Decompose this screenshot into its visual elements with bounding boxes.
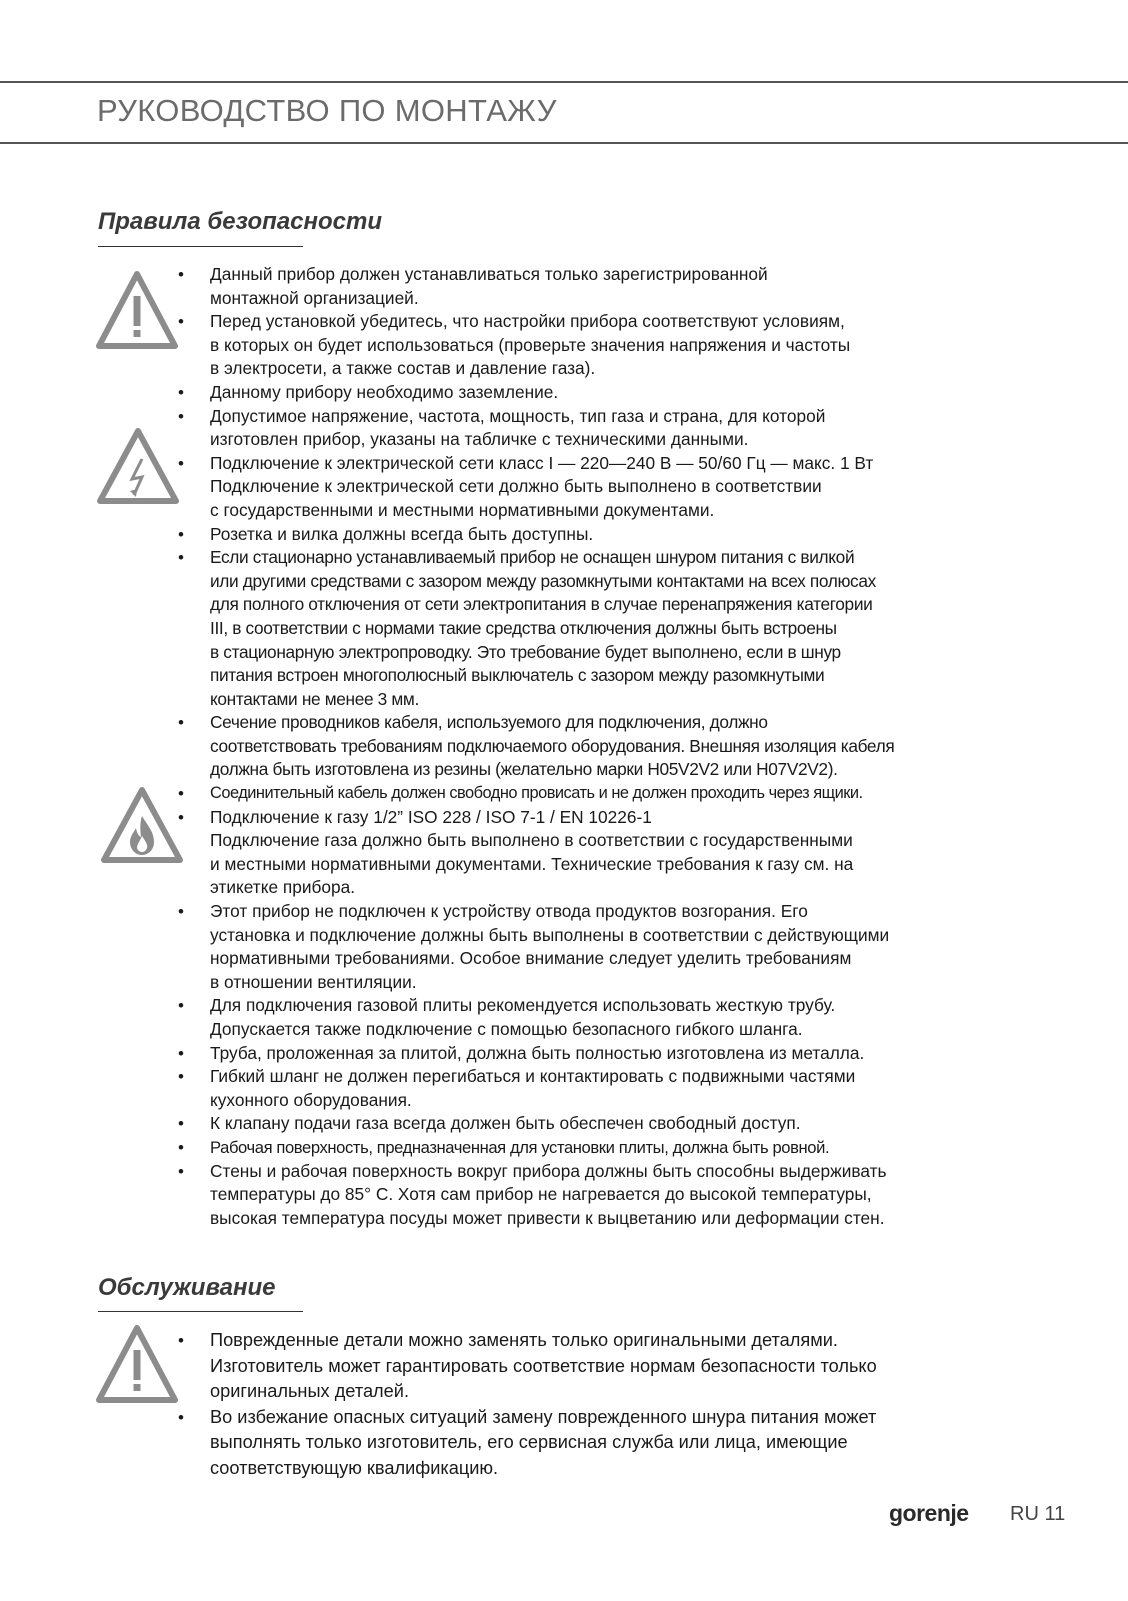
list-item-text: Поврежденные детали можно заменять только оригинальными деталями. Изготовитель может гарантировать соответствие нормам безопасности только оригинальных деталей.	[210, 1330, 877, 1401]
list-item	[0, 1160, 1020, 1231]
maintenance-title-underline	[98, 1311, 303, 1312]
list-item	[0, 711, 1020, 782]
maintenance-list	[0, 1328, 1020, 1481]
bullet: •	[178, 1067, 184, 1087]
list-item-text: Подключение к газу 1/2” ISO 228 / ISO 7-1 / EN 10226-1 Подключение газа должно быть выполнено в соответствии с государственными и местными нормативными документами. Технические требования к газу см. на этикетке прибора.	[210, 806, 854, 898]
list-item-text: Гибкий шланг не должен перегибаться и контактировать с подвижными частями кухонного оборудования.	[210, 1066, 856, 1110]
list-item-text: Перед установкой убедитесь, что настройки прибора соответствуют условиям, в которых он будет использоваться (проверьте значения напряжения и частоты в электросети, а также состав и давление газа).	[210, 311, 851, 379]
list-item-text: Данный прибор должен устанавливаться только зарегистрированной монтажной организацией.	[210, 264, 768, 308]
bullet: •	[178, 713, 184, 733]
list-item	[0, 1136, 1020, 1160]
brand-logo: gorenje	[889, 1500, 969, 1526]
list-item	[0, 405, 1020, 452]
bullet: •	[178, 1161, 184, 1181]
bullet: •	[178, 524, 184, 544]
list-item	[0, 1112, 1020, 1136]
list-item-text: Соединительный кабель должен свободно провисать и не должен проходить через ящики.	[210, 784, 863, 803]
header-bottom-rule	[0, 142, 1128, 144]
list-item-text: К клапану подачи газа всегда должен быть обеспечен свободный доступ.	[210, 1113, 801, 1134]
list-item-text: Для подключения газовой плиты рекомендуется использовать жесткую трубу. Допускается также подключение с помощью безопасного гибкого шланга.	[210, 995, 836, 1039]
bullet: •	[178, 453, 184, 473]
bullet: •	[178, 784, 184, 804]
bullet: •	[178, 1331, 184, 1350]
bullet: •	[178, 1043, 184, 1063]
list-item	[0, 782, 1020, 806]
list-item-text: Допустимое напряжение, частота, мощность, тип газа и страна, для которой изготовлен прибор, указаны на табличке с техническими данными.	[210, 405, 826, 450]
bullet: •	[178, 265, 184, 284]
list-item-text: Труба, проложенная за плитой, должна быть полностью изготовлена из металла.	[210, 1042, 865, 1063]
bullet: •	[178, 902, 184, 922]
bullet: •	[178, 548, 184, 568]
page-number: RU 11	[1010, 1503, 1066, 1525]
list-item	[0, 263, 1020, 310]
bullet: •	[178, 1114, 184, 1134]
safety-section-title: Правила безопасности	[98, 208, 383, 235]
bullet: •	[178, 1137, 184, 1157]
bullet: •	[178, 807, 184, 827]
list-item-text: Стены и рабочая поверхность вокруг прибора должны быть способны выдерживать температуры до 85° C. Хотя сам прибор не нагревается до высокой температуры, высокая температура посуды может привести к выцветанию или деформации стен.	[210, 1160, 887, 1228]
maintenance-section-title: Обслуживание	[98, 1274, 276, 1301]
list-item	[0, 1328, 1020, 1405]
safety-list	[0, 263, 1020, 1230]
bullet: •	[178, 406, 184, 426]
list-item	[0, 806, 1020, 900]
list-item	[0, 381, 1020, 405]
list-item-text: Сечение проводников кабеля, используемого для подключения, должно соответствовать требованиям подключаемого оборудования. Внешняя изоляция кабеля должна быть изготовлена из резины (желательно марки H05V2V2 или H07V2V2).	[210, 712, 895, 780]
list-item-text: Данному прибору необходимо заземление.	[210, 381, 559, 402]
bullet: •	[178, 382, 184, 402]
page-title: РУКОВОДСТВО ПО МОНТАЖУ	[97, 93, 557, 128]
list-item	[0, 452, 1020, 523]
bullet: •	[178, 1407, 184, 1427]
list-item	[0, 546, 1020, 711]
list-item	[0, 900, 1020, 994]
list-item	[0, 1042, 1020, 1066]
list-item	[0, 1065, 1020, 1112]
list-item	[0, 310, 1020, 381]
safety-title-underline	[98, 246, 303, 247]
bullet: •	[178, 312, 184, 332]
list-item-text: Розетка и вилка должны всегда быть доступны.	[210, 523, 594, 544]
list-item	[0, 1405, 1020, 1482]
list-item-text: Если стационарно устанавливаемый прибор не оснащен шнуром питания с вилкой или другими средствами с зазором между разомкнутыми контактами на всех полюсах для полного отключения от сети электропитания в случае перенапряжения категории III, в соответствии с нормами такие средства отключения должны быть встроены в стационарную электропроводку. Это требование будет выполнено, если в шнур питания встроен многополюсный выключатель с зазором между разомкнутыми контактами не менее 3 мм.	[210, 547, 876, 709]
bullet: •	[178, 996, 184, 1016]
list-item-text: Этот прибор не подключен к устройству отвода продуктов возгорания. Его установка и подключение должны быть выполнены в соответствии с действующими нормативными требованиями. Особое внимание следует уделить требованиям в отношении вентиляции.	[210, 901, 890, 992]
header-top-rule	[0, 81, 1128, 83]
list-item-text: Рабочая поверхность, предназначенная для установки плиты, должна быть ровной.	[210, 1137, 830, 1157]
list-item-text: Подключение к электрической сети класс I — 220—240 В — 50/60 Гц — макс. 1 Вт Подключение к электрической сети должно быть выполнено в соответствии с государственными и местными нормативными документами.	[210, 452, 874, 520]
list-item-text: Во избежание опасных ситуаций замену поврежденного шнура питания может выполнять только изготовитель, его сервисная служба или лица, имеющие соответствующую квалификацию.	[210, 1406, 877, 1478]
list-item	[0, 523, 1020, 547]
list-item	[0, 994, 1020, 1041]
